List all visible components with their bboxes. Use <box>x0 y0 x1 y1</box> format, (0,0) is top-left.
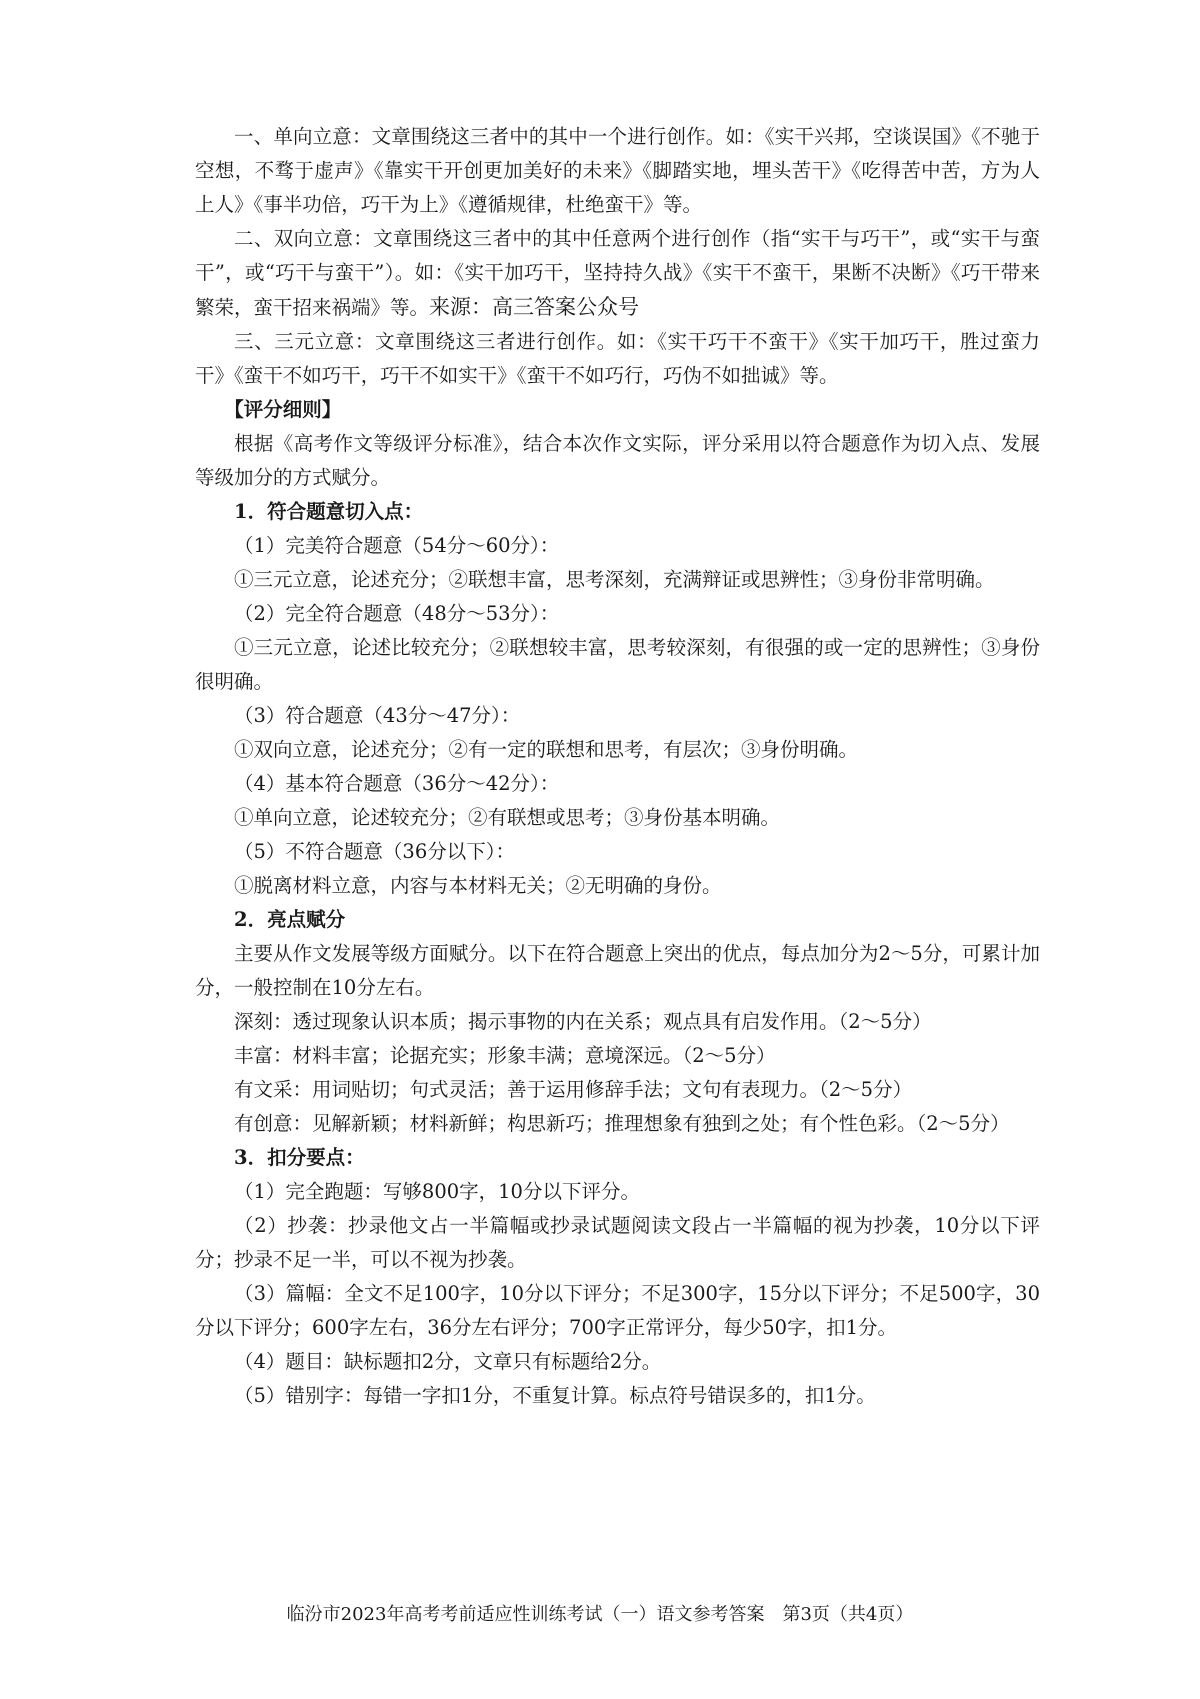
criterion-4-label: （4）基本符合题意（36分～42分）： <box>234 772 560 795</box>
criterion-3-detail: ①双向立意，论述充分；②有一定的联想和思考，有层次；③身份明确。 <box>234 738 859 761</box>
highlight-depth: 深刻：透过现象认识本质；揭示事物的内在关系；观点具有启发作用。（2～5分） <box>234 1010 932 1033</box>
highlight-literary: 有文采：用词贴切；句式灵活；善于运用修辞手法；文句有表现力。（2～5分） <box>234 1078 913 1101</box>
double-direction-text: 二、双向立意：文章围绕这三者中的其中任意两个进行创作（指“实干与巧干”，或“实干与蛮干”，或“巧干与蛮干”）。如：《实干加巧干，坚持持久战》《实干不蛮干，果断不决断》《巧干带来繁荣，蛮干招来祸端》等。 <box>195 227 1040 319</box>
source-note: 来源：高三答案公众号 <box>429 295 640 319</box>
scoring-rules-heading: 【评分细则】 <box>224 398 342 421</box>
double-direction-paragraph <box>195 222 1040 325</box>
deduction-length: （3）篇幅：全文不足100字，10分以下评分；不足300字，15分以下评分；不足500字，30分以下评分；600字左右，36分左右评分；700字正常评分，每少50字，扣1分。 <box>195 1282 1040 1339</box>
highlight-creativity: 有创意：见解新颖；材料新鲜；构思新巧；推理想象有独到之处；有个性色彩。（2～5分） <box>234 1112 1010 1135</box>
deduction-title: （4）题目：缺标题扣2分，文章只有标题给2分。 <box>234 1350 662 1373</box>
highlight-description: 主要从作文发展等级方面赋分。以下在符合题意上突出的优点，每点加分为2～5分，可累计加分，一般控制在10分左右。 <box>195 942 1040 999</box>
deduction-off-topic: （1）完全跑题：写够800字，10分以下评分。 <box>234 1180 640 1203</box>
deduction-plagiarism: （2）抄袭：抄录他文占一半篇幅或抄录试题阅读文段占一半篇幅的视为抄袭，10分以下评分；抄录不足一半，可以不视为抄袭。 <box>195 1214 1040 1271</box>
section-2-title: 2．亮点赋分 <box>234 908 346 931</box>
triple-direction-paragraph: 三、三元立意：文章围绕这三者进行创作。如：《实干巧干不蛮干》《实干加巧干，胜过蛮力干》《蛮干不如巧干，巧干不如实干》《蛮干不如巧行，巧伪不如拙诚》等。 <box>195 330 1040 387</box>
criterion-2-detail: ①三元立意，论述比较充分；②联想较丰富，思考较深刻，有很强的或一定的思辨性；③身份很明确。 <box>195 636 1040 693</box>
criterion-2-label: （2）完全符合题意（48分～53分）： <box>234 602 560 625</box>
criterion-3-label: （3）符合题意（43分～47分）： <box>234 704 521 727</box>
criterion-5-label: （5）不符合题意（36分以下）： <box>234 840 515 863</box>
criterion-1-detail: ①三元立意，论述充分；②联想丰富，思考深刻，充满辩证或思辨性；③身份非常明确。 <box>234 568 995 591</box>
single-direction-paragraph: 一、单向立意：文章围绕这三者中的其中一个进行创作。如：《实干兴邦，空谈误国》《不驰于空想，不骛于虚声》《靠实干开创更加美好的未来》《脚踏实地，埋头苦干》《吃得苦中苦，方为人上人》《事半功倍，巧干为上》《遵循规律，杜绝蛮干》等。 <box>195 125 1040 216</box>
criterion-5-detail: ①脱离材料立意，内容与本材料无关；②无明确的身份。 <box>234 874 722 897</box>
section-3-title: 3．扣分要点： <box>234 1146 365 1169</box>
criterion-1-label: （1）完美符合题意（54分～60分）： <box>234 534 560 557</box>
section-1-title: 1．符合题意切入点： <box>234 500 424 523</box>
scoring-rules-description: 根据《高考作文等级评分标准》，结合本次作文实际，评分采用以符合题意作为切入点、发展等级加分的方式赋分。 <box>195 432 1040 489</box>
answer-page-body <box>195 120 1040 1413</box>
criterion-4-detail: ①单向立意，论述较充分；②有联想或思考；③身份基本明确。 <box>234 806 781 829</box>
deduction-typos: （5）错别字：每错一字扣1分，不重复计算。标点符号错误多的，扣1分。 <box>234 1384 876 1407</box>
highlight-richness: 丰富：材料丰富；论据充实；形象丰满；意境深远。（2～5分） <box>234 1044 776 1067</box>
page-footer: 临汾市2023年高考考前适应性训练考试（一）语文参考答案 第3页（共4页） <box>286 1604 914 1625</box>
